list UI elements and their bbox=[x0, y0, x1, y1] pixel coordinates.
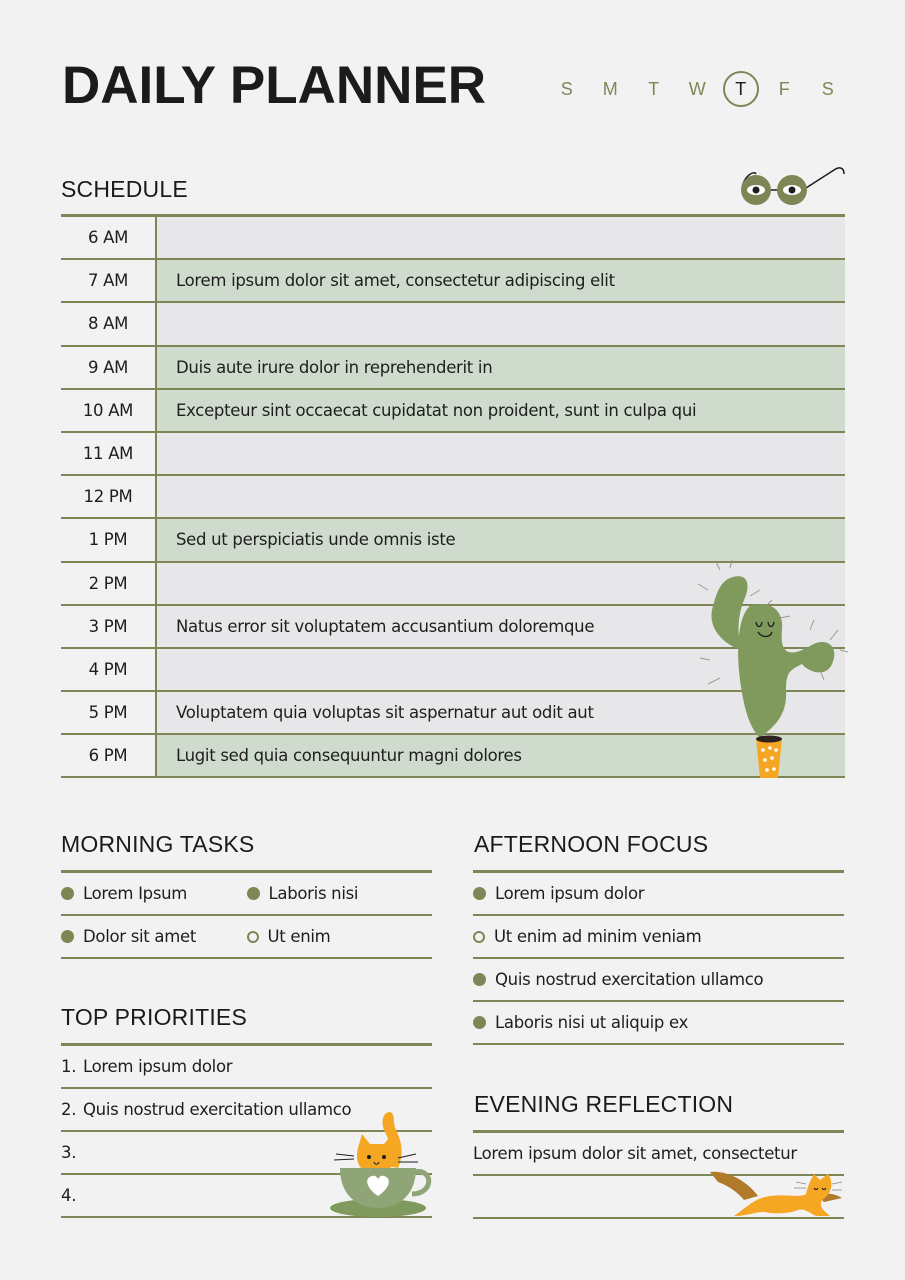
task-item[interactable] bbox=[247, 884, 433, 903]
time-label: 9 AM bbox=[61, 347, 157, 388]
afternoon-focus-heading: AFTERNOON FOCUS bbox=[474, 831, 709, 857]
task-label: Ut enim bbox=[267, 927, 331, 946]
day-wednesday[interactable] bbox=[676, 70, 720, 108]
schedule-entry[interactable]: Lorem ipsum dolor sit amet, consectetur adipiscing elit bbox=[157, 260, 845, 301]
time-label: 3 PM bbox=[61, 606, 157, 647]
time-label: 1 PM bbox=[61, 519, 157, 560]
priority-label: Quis nostrud exercitation ullamco bbox=[83, 1100, 352, 1119]
focus-item[interactable] bbox=[473, 873, 844, 916]
focus-label: Ut enim ad minim veniam bbox=[494, 927, 702, 946]
time-label: 5 PM bbox=[61, 692, 157, 733]
day-label: M bbox=[602, 78, 618, 99]
schedule-row[interactable] bbox=[61, 519, 845, 562]
checked-bullet-icon[interactable] bbox=[61, 887, 74, 900]
task-item[interactable] bbox=[61, 927, 247, 946]
schedule-row[interactable] bbox=[61, 303, 845, 346]
glasses-icon bbox=[736, 164, 846, 210]
day-label: T bbox=[648, 78, 660, 99]
checked-bullet-icon[interactable] bbox=[473, 887, 486, 900]
time-label: 12 PM bbox=[61, 476, 157, 517]
priority-number: 2. bbox=[61, 1100, 77, 1119]
schedule-entry[interactable]: Natus error sit voluptatem accusantium doloremque bbox=[157, 606, 845, 647]
schedule-row[interactable] bbox=[61, 260, 845, 303]
focus-label: Quis nostrud exercitation ullamco bbox=[495, 970, 764, 989]
priority-number: 1. bbox=[61, 1057, 77, 1076]
checked-bullet-icon[interactable] bbox=[473, 1016, 486, 1029]
focus-item[interactable] bbox=[473, 959, 844, 1002]
reflection-line[interactable]: Lorem ipsum dolor sit amet, consectetur bbox=[473, 1133, 844, 1176]
priority-label: Lorem ipsum dolor bbox=[83, 1057, 233, 1076]
day-monday[interactable] bbox=[589, 70, 633, 108]
schedule-entry[interactable] bbox=[157, 217, 845, 258]
task-label: Lorem Ipsum bbox=[83, 884, 188, 903]
page-title: DAILY PLANNER bbox=[62, 56, 487, 115]
schedule-row[interactable] bbox=[61, 347, 845, 390]
evening-reflection-heading: EVENING REFLECTION bbox=[474, 1091, 734, 1117]
schedule-row[interactable] bbox=[61, 433, 845, 476]
schedule-entry[interactable]: Sed ut perspiciatis unde omnis iste bbox=[157, 519, 845, 560]
day-label: W bbox=[688, 78, 706, 99]
focus-label: Lorem ipsum dolor bbox=[495, 884, 645, 903]
schedule-entry[interactable]: Voluptatem quia voluptas sit aspernatur aut odit aut bbox=[157, 692, 845, 733]
time-label: 10 AM bbox=[61, 390, 157, 431]
focus-item[interactable] bbox=[473, 916, 844, 959]
focus-label: Laboris nisi ut aliquip ex bbox=[495, 1013, 689, 1032]
day-label: S bbox=[560, 78, 573, 99]
flying-cat-icon bbox=[708, 1168, 846, 1220]
time-label: 6 PM bbox=[61, 735, 157, 776]
schedule-row[interactable] bbox=[61, 217, 845, 260]
day-thursday-selected[interactable] bbox=[719, 70, 763, 108]
time-label: 2 PM bbox=[61, 563, 157, 604]
task-item[interactable] bbox=[61, 884, 247, 903]
unchecked-bullet-icon[interactable] bbox=[473, 931, 485, 943]
schedule-entry[interactable]: Excepteur sint occaecat cupidatat non proident, sunt in culpa qui bbox=[157, 390, 845, 431]
time-label: 8 AM bbox=[61, 303, 157, 344]
focus-item[interactable] bbox=[473, 1002, 844, 1045]
schedule-heading: SCHEDULE bbox=[61, 176, 188, 202]
time-label: 11 AM bbox=[61, 433, 157, 474]
morning-tasks-heading: MORNING TASKS bbox=[61, 831, 255, 857]
afternoon-focus-list bbox=[473, 870, 844, 1045]
schedule-entry[interactable] bbox=[157, 476, 845, 517]
schedule-row[interactable] bbox=[61, 476, 845, 519]
day-saturday[interactable] bbox=[806, 70, 850, 108]
task-label: Laboris nisi bbox=[268, 884, 359, 903]
day-label: T bbox=[723, 71, 759, 107]
day-tuesday[interactable] bbox=[632, 70, 676, 108]
task-item[interactable] bbox=[247, 927, 433, 946]
schedule-row[interactable] bbox=[61, 390, 845, 433]
unchecked-bullet-icon[interactable] bbox=[247, 931, 259, 943]
day-label: S bbox=[821, 78, 834, 99]
schedule-entry[interactable] bbox=[157, 433, 845, 474]
morning-tasks-list bbox=[61, 870, 432, 959]
weekday-selector bbox=[545, 70, 850, 108]
day-friday[interactable] bbox=[763, 70, 807, 108]
checked-bullet-icon[interactable] bbox=[61, 930, 74, 943]
time-label: 6 AM bbox=[61, 217, 157, 258]
task-label: Dolor sit amet bbox=[83, 927, 197, 946]
schedule-entry[interactable]: Duis aute irure dolor in reprehenderit in bbox=[157, 347, 845, 388]
top-priorities-heading: TOP PRIORITIES bbox=[61, 1004, 247, 1030]
cat-in-teacup-icon bbox=[328, 1108, 434, 1220]
schedule-entry[interactable]: Lugit sed quia consequuntur magni dolores bbox=[157, 735, 845, 776]
schedule-entry[interactable] bbox=[157, 303, 845, 344]
checked-bullet-icon[interactable] bbox=[247, 887, 260, 900]
time-label: 4 PM bbox=[61, 649, 157, 690]
priority-item[interactable] bbox=[61, 1046, 432, 1089]
priority-number: 4. bbox=[61, 1186, 77, 1205]
day-sunday[interactable] bbox=[545, 70, 589, 108]
cactus-illustration-icon bbox=[690, 560, 850, 782]
checked-bullet-icon[interactable] bbox=[473, 973, 486, 986]
priority-number: 3. bbox=[61, 1143, 77, 1162]
time-label: 7 AM bbox=[61, 260, 157, 301]
day-label: F bbox=[778, 78, 790, 99]
